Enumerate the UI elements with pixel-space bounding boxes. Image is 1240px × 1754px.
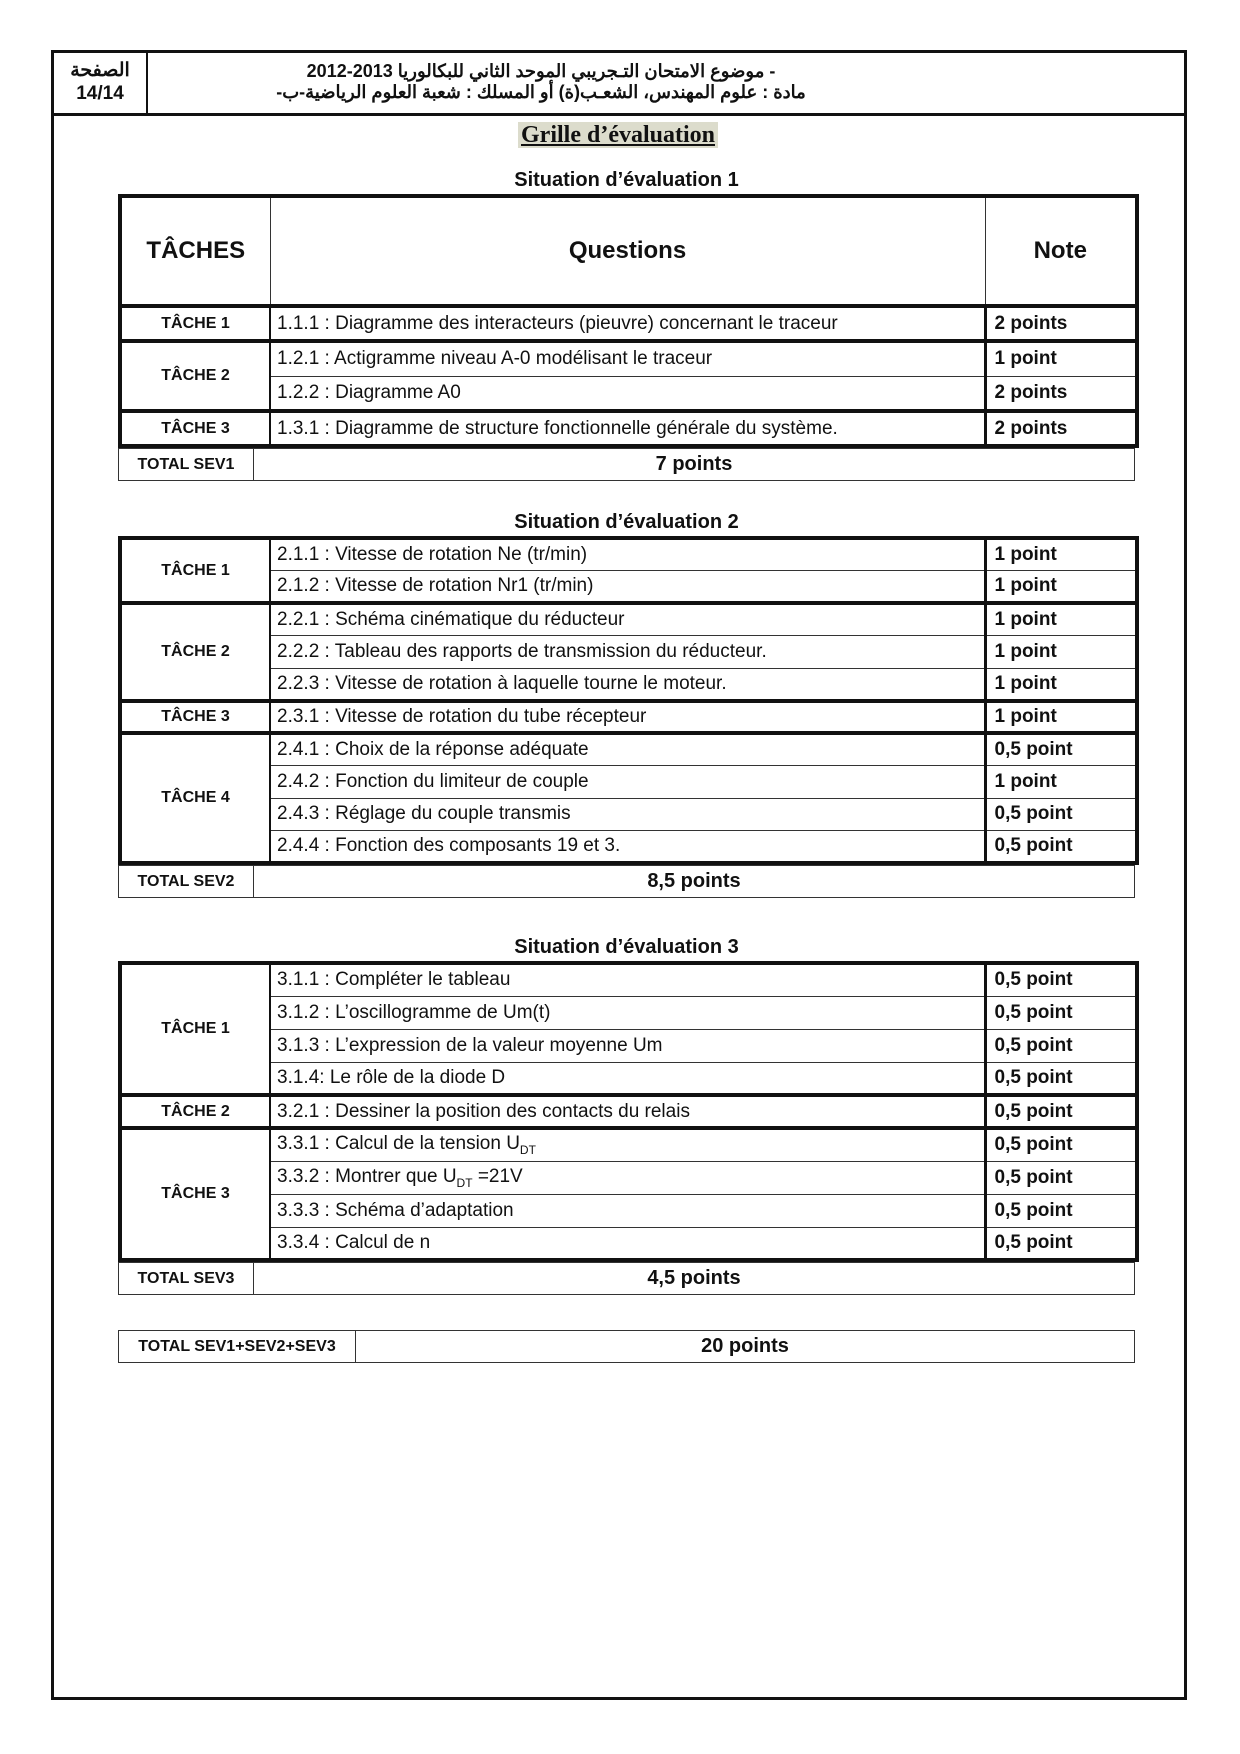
task-group	[120, 538, 1137, 603]
question	[270, 376, 985, 411]
evaluation-table	[118, 194, 1139, 448]
table-row	[120, 636, 1137, 669]
note-value: 1 point	[985, 636, 1137, 669]
table-row	[120, 831, 1137, 864]
note-value: 0,5 point	[985, 996, 1137, 1029]
task-label: TÂCHE 1	[120, 963, 270, 1095]
question	[270, 306, 985, 341]
exam-header	[54, 53, 1184, 116]
task-label: TÂCHE 4	[120, 733, 270, 863]
table-row	[120, 701, 1137, 734]
question-suffix: =21V	[472, 1165, 523, 1187]
question	[270, 636, 985, 669]
question	[270, 1128, 985, 1161]
table-row	[120, 411, 1137, 446]
note-value: 0,5 point	[985, 733, 1137, 766]
evaluation-section-2	[118, 510, 1135, 898]
question	[270, 701, 985, 734]
table-row	[120, 798, 1137, 831]
table-row	[120, 1161, 1137, 1194]
note-value: 1 point	[985, 538, 1137, 571]
note-value: 0,5 point	[985, 1128, 1137, 1161]
question	[270, 668, 985, 701]
note-value: 0,5 point	[985, 1161, 1137, 1194]
subscript: DT	[519, 1143, 536, 1158]
note-value: 0,5 point	[985, 1095, 1137, 1128]
question	[270, 963, 985, 996]
task-label: TÂCHE 2	[120, 341, 270, 411]
note-value: 1 point	[985, 701, 1137, 734]
total-label: TOTAL SEV1	[119, 449, 254, 481]
total-value: 8,5 points	[254, 866, 1135, 898]
page-number: 14/14	[76, 83, 124, 104]
grand-total	[118, 1330, 1135, 1363]
question	[270, 341, 985, 376]
question-text: 3.3.1 : Calcul de la tension U	[277, 1133, 520, 1155]
evaluation-section-1	[118, 168, 1135, 481]
question-text: 1.3.1 : Diagramme de structure fonctionnelle générale du système.	[277, 417, 838, 439]
question-text: 3.3.3 : Schéma d’adaptation	[277, 1199, 514, 1221]
exam-title-line2: مادة : علوم المهندس، الشعـب(ة) أو المسلك : شعبة العلوم الرياضية-ب-	[276, 82, 806, 102]
note-value: 1 point	[985, 766, 1137, 799]
section-title: Situation d’évaluation 1	[514, 169, 739, 191]
question-text: 2.1.2 : Vitesse de rotation Nr1 (tr/min)	[277, 575, 594, 596]
subscript: DT	[456, 1175, 473, 1190]
table-row	[120, 538, 1137, 571]
section-title: Situation d’évaluation 2	[514, 511, 739, 533]
question-text: 2.3.1 : Vitesse de rotation du tube récepteur	[277, 705, 647, 727]
evaluation-table	[118, 961, 1139, 1262]
question-text: 3.1.4: Le rôle de la diode D	[277, 1066, 506, 1088]
column-header-note: Note	[985, 196, 1137, 306]
question-text: 2.1.1 : Vitesse de rotation Ne (tr/min)	[277, 544, 588, 565]
question	[270, 603, 985, 636]
question-text: 1.1.1 : Diagramme des interacteurs (pieuvre) concernant le traceur	[277, 312, 838, 334]
section-total	[118, 448, 1135, 481]
question	[270, 733, 985, 766]
question-text: 2.2.2 : Tableau des rapports de transmission du réducteur.	[277, 640, 767, 662]
table-row	[120, 766, 1137, 799]
question-text: 2.4.3 : Réglage du couple transmis	[277, 803, 571, 825]
question-text: 2.4.1 : Choix de la réponse adéquate	[277, 739, 589, 760]
task-group	[120, 1095, 1137, 1128]
task-group	[120, 603, 1137, 701]
question	[270, 1161, 985, 1194]
note-value: 1 point	[985, 603, 1137, 636]
task-label: TÂCHE 3	[120, 411, 270, 446]
question	[270, 571, 985, 604]
column-header-tasks: TÂCHES	[120, 196, 270, 306]
task-group	[120, 701, 1137, 734]
section-total	[118, 865, 1135, 898]
total-label: TOTAL SEV2	[119, 866, 254, 898]
task-label: TÂCHE 2	[120, 1095, 270, 1128]
column-header-questions: Questions	[270, 196, 985, 306]
grand-total-value: 20 points	[356, 1331, 1135, 1363]
question-text: 1.2.1 : Actigramme niveau A-0 modélisant le traceur	[277, 348, 713, 370]
question-text: 1.2.2 : Diagramme A0	[277, 381, 461, 403]
total-value: 7 points	[254, 449, 1135, 481]
page-label: الصفحة	[70, 60, 130, 81]
table-row	[120, 341, 1137, 376]
task-group	[120, 1128, 1137, 1260]
table-row	[120, 1095, 1137, 1128]
question-text: 2.4.4 : Fonction des composants 19 et 3.	[277, 835, 621, 856]
question-text: 3.2.1 : Dessiner la position des contacts du relais	[277, 1100, 690, 1122]
total-value: 4,5 points	[254, 1263, 1135, 1295]
note-value: 0,5 point	[985, 798, 1137, 831]
question	[270, 1062, 985, 1095]
question	[270, 798, 985, 831]
task-group	[120, 733, 1137, 863]
task-label: TÂCHE 3	[120, 701, 270, 734]
table-row	[120, 996, 1137, 1029]
question	[270, 1029, 985, 1062]
table-row	[120, 1029, 1137, 1062]
table-row	[120, 571, 1137, 604]
note-value: 0,5 point	[985, 1062, 1137, 1095]
task-label: TÂCHE 1	[120, 306, 270, 341]
question	[270, 1227, 985, 1260]
note-value: 1 point	[985, 668, 1137, 701]
task-label: TÂCHE 3	[120, 1128, 270, 1260]
exam-title	[148, 53, 1184, 113]
task-label: TÂCHE 1	[120, 538, 270, 603]
table-row	[120, 1194, 1137, 1227]
note-value: 2 points	[985, 376, 1137, 411]
task-group	[120, 963, 1137, 1095]
question	[270, 831, 985, 864]
table-row	[120, 603, 1137, 636]
question-text: 3.3.4 : Calcul de n	[277, 1231, 431, 1253]
question	[270, 766, 985, 799]
table-row	[120, 1128, 1137, 1161]
grand-total-label: TOTAL SEV1+SEV2+SEV3	[119, 1331, 356, 1363]
question-text: 3.1.1 : Compléter le tableau	[277, 969, 511, 991]
question	[270, 1095, 985, 1128]
table-row	[120, 668, 1137, 701]
question	[270, 996, 985, 1029]
note-value: 0,5 point	[985, 963, 1137, 996]
note-value: 1 point	[985, 571, 1137, 604]
section-total	[118, 1262, 1135, 1295]
task-group	[120, 341, 1137, 411]
evaluation-table	[118, 536, 1139, 865]
page-number-box	[54, 53, 148, 113]
question-text: 2.4.2 : Fonction du limiteur de couple	[277, 770, 589, 792]
task-group	[120, 411, 1137, 446]
question-text: 3.1.2 : L’oscillogramme de Um(t)	[277, 1001, 551, 1023]
evaluation-section-3	[118, 935, 1135, 1295]
document-title-text: Grille d’évaluation	[518, 122, 718, 148]
note-value: 0,5 point	[985, 1227, 1137, 1260]
document-title	[0, 122, 1236, 149]
question	[270, 411, 985, 446]
section-title: Situation d’évaluation 3	[514, 936, 739, 958]
note-value: 0,5 point	[985, 1029, 1137, 1062]
total-label: TOTAL SEV3	[119, 1263, 254, 1295]
task-label: TÂCHE 2	[120, 603, 270, 701]
question-text: 3.3.2 : Montrer que U	[277, 1165, 457, 1187]
table-row	[120, 1227, 1137, 1260]
note-value: 0,5 point	[985, 1194, 1137, 1227]
table-row	[120, 306, 1137, 341]
note-value: 2 points	[985, 306, 1137, 341]
exam-title-line1: - موضوع الامتحان التـجريبي الموحد الثاني للبكالوريا 2013-2012	[306, 61, 776, 81]
question-text: 2.2.1 : Schéma cinématique du réducteur	[277, 609, 625, 630]
note-value: 2 points	[985, 411, 1137, 446]
question	[270, 538, 985, 571]
question	[270, 1194, 985, 1227]
table-row	[120, 963, 1137, 996]
note-value: 0,5 point	[985, 831, 1137, 864]
table-row	[120, 376, 1137, 411]
task-group	[120, 306, 1137, 341]
question-text: 3.1.3 : L’expression de la valeur moyenne Um	[277, 1034, 663, 1056]
table-row	[120, 733, 1137, 766]
note-value: 1 point	[985, 341, 1137, 376]
table-row	[120, 1062, 1137, 1095]
question-text: 2.2.3 : Vitesse de rotation à laquelle tourne le moteur.	[277, 672, 727, 694]
